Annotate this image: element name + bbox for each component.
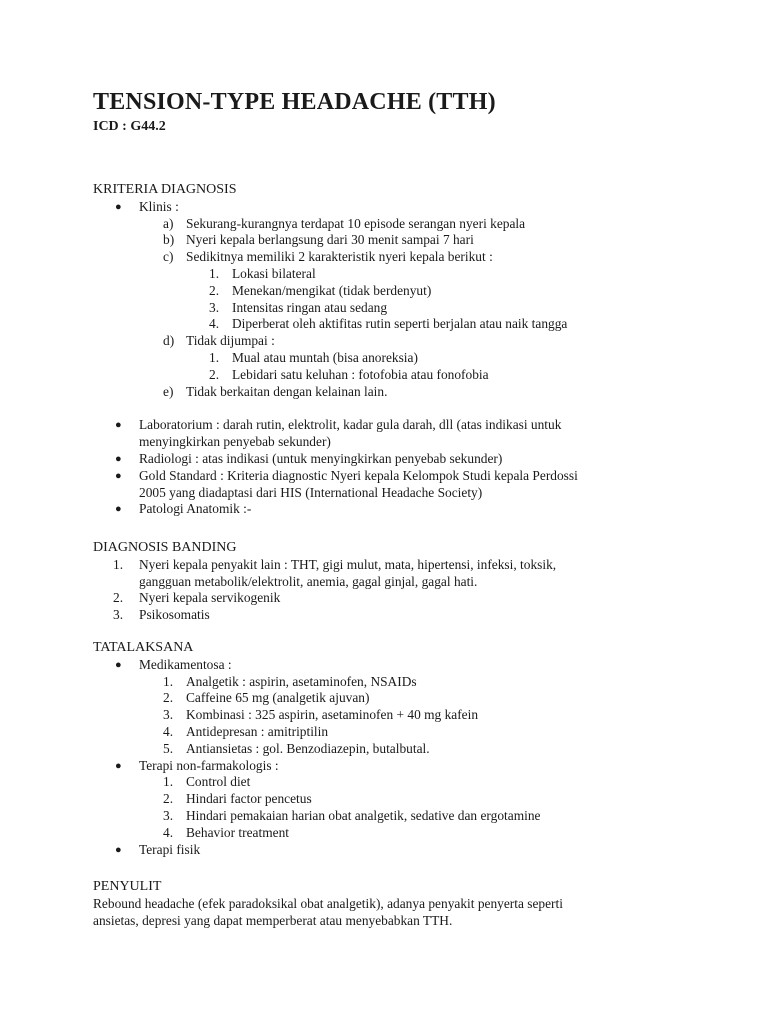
list-item: 3. Hindari pemakaian harian obat analgetik, sedative dan ergotamine (163, 807, 541, 823)
section-heading: PENYULIT (93, 879, 162, 894)
list-item: 3. Kombinasi : 325 aspirin, asetaminofen + 40 mg kafein (163, 707, 479, 723)
list-item: 2. Lebidari satu keluhan : fotofobia atau fonofobia (209, 366, 489, 382)
list-item: 5. Antiansietas : gol. Benzodiazepin, butalbutal. (163, 740, 430, 756)
list-item-continuation: menyingkirkan penyebab sekunder) (139, 434, 331, 450)
list-item: 3. Psikosomatis (113, 607, 210, 623)
bullet-icon: ● (115, 759, 122, 772)
bullet-icon: ● (115, 658, 122, 671)
paragraph-line: Rebound headache (efek paradoksikal obat analgetik), adanya penyakit penyerta seperti (93, 895, 563, 911)
list-item: 1. Lokasi bilateral (209, 265, 316, 281)
list-item: 1. Mual atau muntah (bisa anoreksia) (209, 349, 418, 365)
bullet-icon: ● (115, 503, 122, 516)
section-diagnosis-banding (93, 540, 556, 624)
section-heading: KRITERIA DIAGNOSIS (93, 182, 237, 197)
paragraph-line: ansietas, depresi yang dapat memperberat atau menyebabkan TTH. (93, 912, 453, 928)
list-item: ● Gold Standard : Kriteria diagnostic Nyeri kepala Kelompok Studi kepala Perdossi (115, 467, 578, 483)
list-item: 2. Hindari factor pencetus (163, 791, 312, 807)
bullet-icon: ● (115, 452, 122, 465)
bullet-icon: ● (115, 200, 122, 213)
list-item-continuation: 2005 yang diadaptasi dari HIS (International Headache Society) (139, 484, 483, 500)
list-item: ● Patologi Anatomik :- (115, 501, 252, 517)
list-item: 3. Intensitas ringan atau sedang (209, 299, 388, 315)
list-item-continuation: gangguan metabolik/elektrolit, anemia, gagal ginjal, gagal hati. (139, 573, 478, 589)
list-item: ● Terapi non-farmakologis : (115, 757, 279, 773)
list-item: ● Klinis : (115, 198, 179, 214)
list-item: 2. Nyeri kepala servikogenik (113, 590, 281, 606)
section-heading: DIAGNOSIS BANDING (93, 540, 237, 555)
list-item: 2. Menekan/mengikat (tidak berdenyut) (209, 282, 432, 298)
list-item: c) Sedikitnya memiliki 2 karakteristik nyeri kepala berikut : (163, 249, 493, 265)
section-tatalaksana (93, 640, 540, 858)
list-item: 1. Analgetik : aspirin, asetaminofen, NSAIDs (163, 673, 417, 689)
section-penyulit (93, 879, 563, 929)
section-heading: TATALAKSANA (93, 640, 194, 655)
list-item: d) Tidak dijumpai : (163, 333, 275, 349)
document-title: TENSION-TYPE HEADACHE (TTH) (93, 89, 496, 115)
list-item: 4. Behavior treatment (163, 824, 289, 840)
list-item: e) Tidak berkaitan dengan kelainan lain. (163, 383, 388, 399)
list-item: 4. Antidepresan : amitriptilin (163, 723, 329, 739)
list-item: a) Sekurang-kurangnya terdapat 10 episode serangan nyeri kepala (163, 215, 526, 231)
list-item: ● Terapi fisik (115, 841, 201, 857)
bullet-icon: ● (115, 469, 122, 482)
icd-code: ICD : G44.2 (93, 119, 166, 134)
list-item: 1. Control diet (163, 774, 251, 790)
list-item: 4. Diperberat oleh aktifitas rutin seperti berjalan atau naik tangga (209, 316, 568, 332)
list-item: ● Laboratorium : darah rutin, elektrolit, kadar gula darah, dll (atas indikasi untuk (115, 417, 562, 433)
list-item: b) Nyeri kepala berlangsung dari 30 menit sampai 7 hari (163, 232, 474, 248)
bullet-icon: ● (115, 843, 122, 856)
section-kriteria-diagnosis (93, 182, 578, 518)
list-item: 2. Caffeine 65 mg (analgetik ajuvan) (163, 690, 370, 706)
list-item: ● Radiologi : atas indikasi (untuk menyingkirkan penyebab sekunder) (115, 450, 503, 466)
bullet-icon: ● (115, 419, 122, 432)
list-item: 1. Nyeri kepala penyakit lain : THT, gigi mulut, mata, hipertensi, infeksi, toksik, (113, 556, 557, 572)
list-item: ● Medikamentosa : (115, 656, 232, 672)
